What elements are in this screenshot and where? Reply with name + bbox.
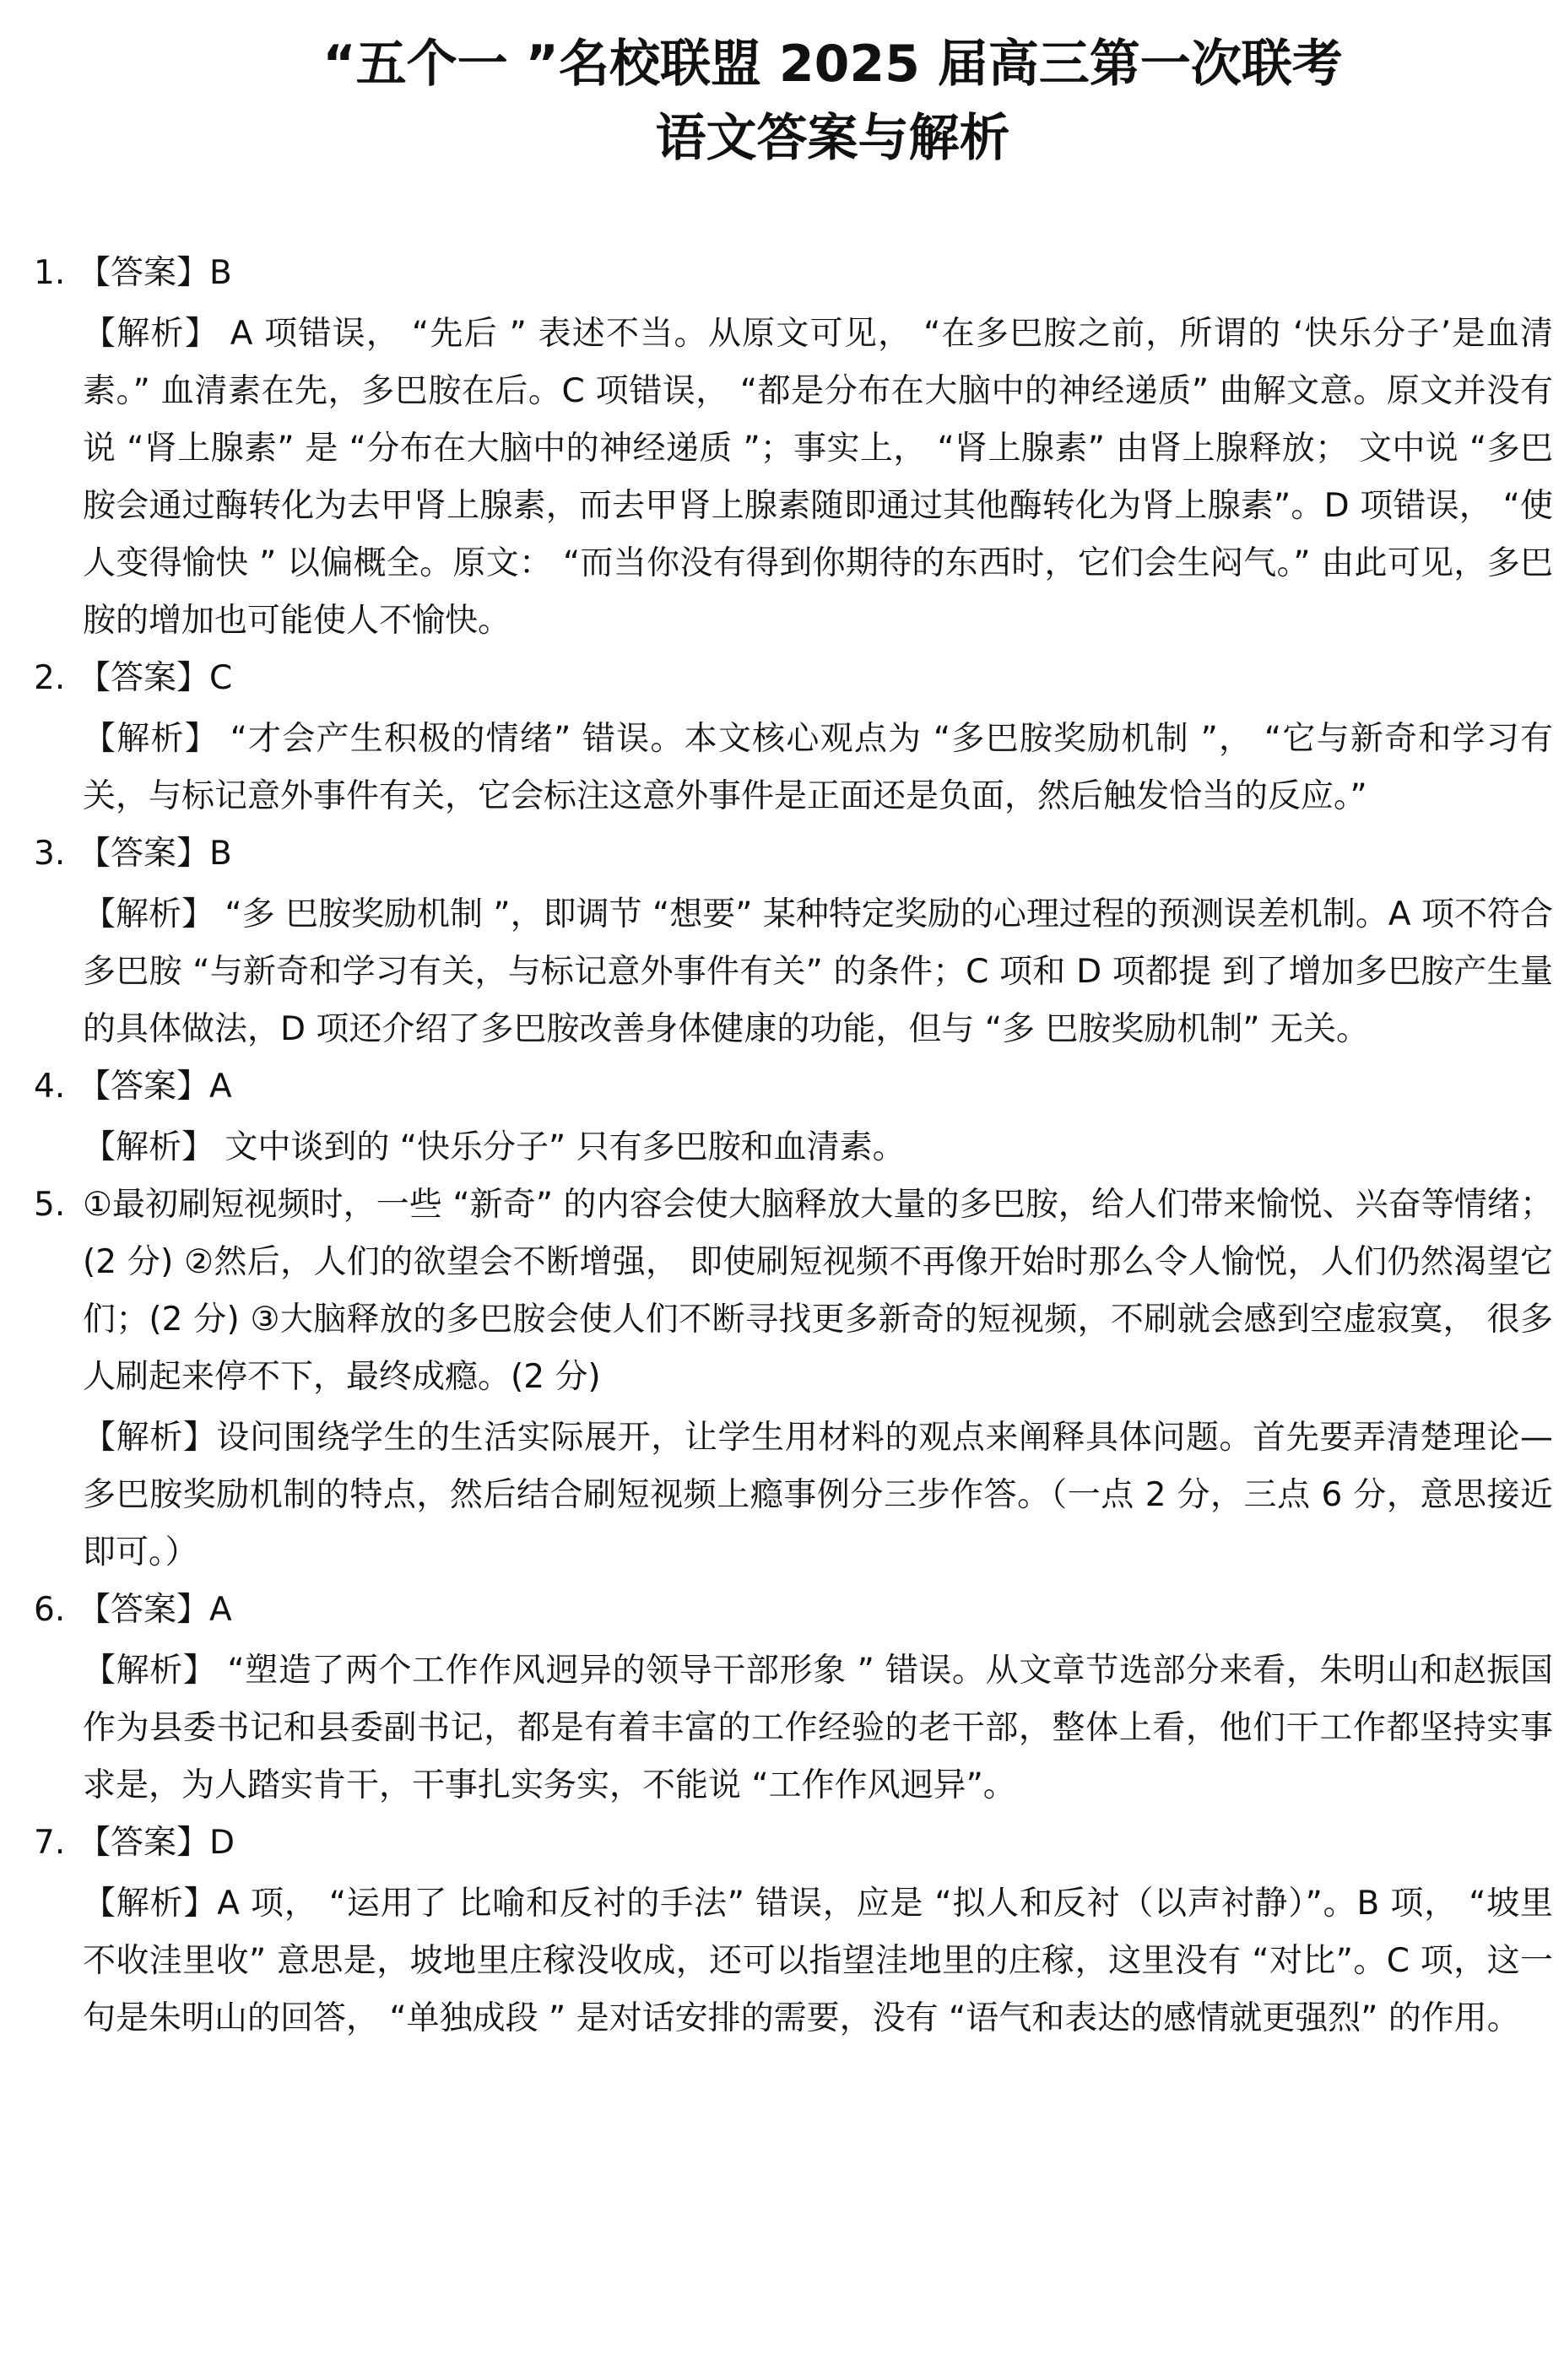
explanation-text: 【解析】 “才会产生积极的情绪” 错误。本文核心观点为 “多巴胺奖励机制 ”， “它与新奇和学习有关，与标记意外事件有关，它会标注这意外事件是正面还是负面，然后触发恰当的反应。”	[83, 720, 1553, 815]
explanation-text: 【解析】 “塑造了两个工作作风迥异的领导干部形象 ” 错误。从文章节选部分来看，朱明山和赵振国作为县委书记和县委副书记，都是有着丰富的工作经验的老干部，整体上看，他们干工作都坚持实事求是，为人踏实肯干，干事扎实务实，不能说 “工作作风迥异”。	[83, 1652, 1553, 1804]
question-number: 7.	[34, 1824, 66, 1862]
question-number: 2.	[34, 659, 66, 697]
explanation-text: 【解析】 “多 巴胺奖励机制 ”，即调节 “想要” 某种特定奖励的心理过程的预测误差机制。A 项不符合多巴胺 “与新奇和学习有关，与标记意外事件有关” 的条件；C 项和 D 项都提 到了增加多巴胺产生量的具体做法，D 项还介绍了多巴胺改善身体健康的功能，但与 “多 巴胺奖励机制” 无关。	[83, 895, 1553, 1048]
document-subtitle: 语文答案与解析	[655, 109, 1010, 168]
question-4	[34, 1058, 1553, 1176]
answer-list	[34, 245, 1553, 2047]
answer-text: 【答案】D	[78, 1824, 235, 1862]
question-5	[34, 1176, 1553, 1582]
question-number: 6.	[34, 1591, 66, 1629]
answer-text: 【答案】B	[78, 835, 232, 873]
question-number: 5.	[34, 1186, 66, 1224]
explanation-text: 【解析】 A 项错误， “先后 ” 表述不当。从原文可见， “在多巴胺之前，所谓的 ‘快乐分子’是血清素。” 血清素在先，多巴胺在后。C 项错误， “都是分布在大脑中的神经递质” 曲解文意。原文并没有说 “肾上腺素” 是 “分布在大脑中的神经递质 ”；事实上， “肾上腺素” 由肾上腺释放； 文中说 “多巴胺会通过酶转化为去甲肾上腺素，而去甲肾上腺素随即通过其他酶转化为肾上腺素”。D 项错误， “使人变得愉快 ” 以偏概全。原文： “而当你没有得到你期待的东西时，它们会生闷气。” 由此可见，多巴胺的增加也可能使人不愉快。	[83, 315, 1553, 640]
question-2	[34, 650, 1553, 825]
answer-text: 【答案】A	[78, 1068, 232, 1106]
question-number: 1.	[34, 254, 66, 292]
answer-text: ①最初刷短视频时，一些 “新奇” 的内容会使大脑释放大量的多巴胺，给人们带来愉悦、兴奋等情绪；(2 分) ②然后，人们的欲望会不断增强， 即使刷短视频不再像开始时那么令人愉悦，人们仍然渴望它们；(2 分) ③大脑释放的多巴胺会使人们不断寻找更多新奇的短视频，不刷就会感到空虚寂寞， 很多人刷起来停不下，最终成瘾。(2 分)	[83, 1186, 1553, 1396]
question-3	[34, 825, 1553, 1058]
question-7	[34, 1815, 1553, 2047]
answer-text: 【答案】C	[78, 659, 233, 697]
question-number: 4.	[34, 1068, 66, 1106]
answer-text: 【答案】B	[78, 254, 232, 292]
answer-text: 【答案】A	[78, 1591, 232, 1629]
question-number: 3.	[34, 835, 66, 873]
question-6	[34, 1582, 1553, 1815]
explanation-text: 【解析】A 项， “运用了 比喻和反衬的手法” 错误，应是 “拟人和反衬（以声衬静）”。B 项， “坡里不收洼里收” 意思是，坡地里庄稼没收成，还可以指望洼地里的庄稼，这里没有 “对比”。C 项，这一句是朱明山的回答， “单独成段 ” 是对话安排的需要，没有 “语气和表达的感情就更强烈” 的作用。	[83, 1885, 1553, 2037]
explanation-text: 【解析】 文中谈到的 “快乐分子” 只有多巴胺和血清素。	[83, 1128, 906, 1166]
explanation-text: 【解析】设问围绕学生的生活实际展开，让学生用材料的观点来阐释具体问题。首先要弄清楚理论— 多巴胺奖励机制的特点，然后结合刷短视频上瘾事例分三步作答。（一点 2 分，三点 6 分，意思接近即可。）	[83, 1419, 1553, 1571]
question-1	[34, 245, 1553, 650]
document-title: “五个一 ”名校联盟 2025 届高三第一次联考	[322, 35, 1343, 94]
